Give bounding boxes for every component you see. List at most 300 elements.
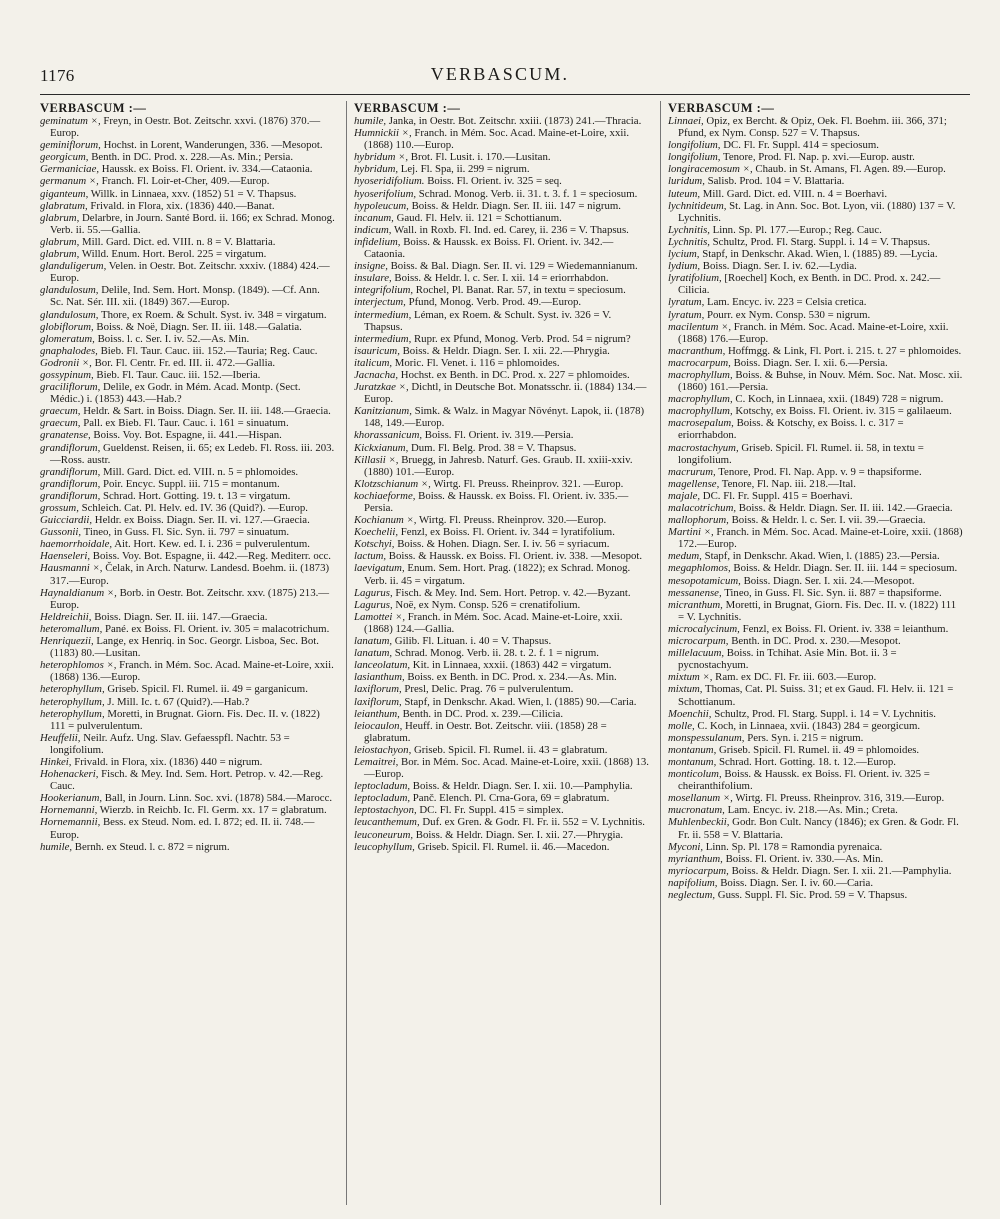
citation: Boiss. l. c. Ser. I. iv. 52.—As. Min. (97, 332, 250, 345)
index-entry (40, 260, 336, 284)
index-entry (354, 671, 650, 683)
index-entry (354, 236, 650, 260)
index-entry (354, 708, 650, 720)
species-name: Lamottei ×, (354, 610, 406, 623)
species-name: Hornemanni, (40, 804, 98, 817)
species-name: messanense, (668, 586, 722, 599)
citation: Mill. Gard. Dict. ed. VIII. n. 5 = phlomoides. (103, 465, 299, 478)
species-name: macrosepalum, (668, 417, 734, 430)
index-entry (668, 466, 964, 478)
citation: Boiss. & Heldr. Diagn. Ser. I. xii. 21.—Pamphylia. (731, 864, 952, 877)
species-name: globiflorum, (40, 320, 94, 333)
species-name: Henriquezii, (40, 635, 94, 648)
index-entry (354, 538, 650, 550)
index-entry (668, 478, 964, 490)
citation: Wall. in Roxb. Fl. Ind. ed. Carey, ii. 236 = V. Thapsus. (394, 223, 629, 236)
citation: Čelak, in Arch. Naturw. Landesd. Boehm. ii. (1873) 317.—Europ. (50, 562, 330, 587)
species-name: napifolium, (668, 876, 718, 889)
citation: Pourr. ex Nym. Consp. 530 = nigrum. (707, 308, 871, 321)
column-2 (354, 101, 650, 853)
species-name: germanum ×, (40, 175, 99, 188)
index-entry (354, 720, 650, 744)
species-name: indicum, (354, 223, 392, 236)
species-name: heteromallum, (40, 622, 103, 635)
citation: Boiss. in Tchihat. Asie Min. Bot. ii. 3 = pycnostachyum. (678, 647, 897, 672)
index-entry (668, 853, 964, 865)
species-name: Klotzschianum ×, (354, 477, 431, 490)
citation: Delile, ex Godr. in Mém. Acad. Montp. (Sect. Médic.) i. (1853) 443.—Hab.? (50, 381, 301, 406)
citation: Franch. in Mém. Soc. Acad. Maine-et-Loire, xxii. (1868) 124.—Gallia. (364, 610, 623, 635)
species-name: myrianthum, (668, 852, 723, 865)
index-entry (40, 369, 336, 381)
species-name: mixtum, (668, 683, 703, 696)
citation: Delarbre, in Journ. Santé Bord. ii. 166; ex Schrad. Monog. Verb. ii. 55.—Gallia. (50, 211, 335, 236)
index-entry (668, 417, 964, 441)
citation: Benth. in DC. Prod. x. 239.—Cilicia. (402, 707, 564, 720)
species-name: geminatum ×, (40, 115, 101, 127)
citation: Schrad. Hort. Gotting. 19. t. 13 = virgatum. (103, 489, 291, 502)
index-entry (40, 163, 336, 175)
species-name: lyratifolium, (668, 272, 722, 285)
species-name: leuconeurum, (354, 828, 414, 841)
index-entry (668, 708, 964, 720)
index-entry (40, 550, 336, 562)
citation: Ram. ex DC. Fl. Fr. iii. 603.—Europ. (715, 671, 877, 684)
species-name: macrocarpum, (668, 356, 731, 369)
index-entry (354, 175, 650, 187)
species-name: mallophorum, (668, 514, 729, 527)
index-entry (40, 732, 336, 756)
species-name: grandiflorum, (40, 477, 101, 490)
index-entry (668, 732, 964, 744)
citation: Rochel, Pl. Banat. Rar. 57, in textu = speciosum. (415, 284, 626, 297)
citation: Chaub. in St. Amans, Fl. Agen. 89.—Europ. (755, 163, 946, 176)
citation: St. Lag. in Ann. Soc. Bot. Lyon, vii. (1880) 137 = V. Lychnitis. (678, 199, 956, 224)
citation: Ball, in Journ. Linn. Soc. xvi. (1878) 584.—Marocc. (104, 792, 333, 805)
species-name: heterophyllum, (40, 695, 105, 708)
citation: Boiss. & Kotschy, ex Boiss. l. c. 317 = eriorrhabdon. (678, 417, 904, 442)
page-number: 1176 (40, 66, 75, 85)
species-name: leiocaulon, (354, 719, 403, 732)
citation: Fisch. & Mey. Ind. Sem. Hort. Petrop. v. 42.—Byzant. (395, 586, 631, 599)
citation: Salisb. Prod. 104 = V. Blattaria. (707, 175, 845, 188)
species-name: intermedium, (354, 332, 412, 345)
species-name: grossum, (40, 502, 79, 514)
index-entry (668, 647, 964, 671)
species-name: macrostachyum, (668, 441, 739, 454)
species-name: Heuffelii, (40, 731, 81, 744)
index-entry (354, 429, 650, 441)
species-name: hybridum ×, (354, 151, 409, 164)
index-entry (668, 550, 964, 562)
citation: Wirtg. Fl. Preuss. Rheinprov. 316, 319.—Europ. (735, 792, 945, 805)
citation: Lange, ex Henriq. in Soc. Georgr. Lisboa, Sec. Bot. (1183) 80.—Lusitan. (50, 635, 319, 660)
index-entry (354, 357, 650, 369)
species-name: Moenchii, (668, 707, 712, 720)
index-entry (40, 538, 336, 550)
running-head: VERBASCUM. (430, 64, 570, 84)
index-entry (40, 841, 336, 853)
citation: Stapf, in Denkschr. Akad. Wien, l. (1885) 89. —Lycia. (702, 248, 938, 261)
index-entry (354, 587, 650, 599)
citation: Fenzl, ex Boiss. Fl. Orient. iv. 338 = leianthum. (742, 622, 949, 635)
citation: Panč. Elench. Pl. Crna-Gora, 69 = glabratum. (412, 792, 610, 805)
index-entry (354, 756, 650, 780)
species-name: medum, (668, 550, 702, 563)
species-name: mixtum ×, (668, 671, 713, 684)
index-entry (354, 841, 650, 853)
species-name: giganteum, (40, 187, 89, 200)
species-name: myriocarpum, (668, 864, 729, 877)
citation: Boiss. & Haussk. ex Boiss. Fl. Orient. iv. 335.—Persia. (364, 489, 629, 514)
species-name: kochiaeforme, (354, 489, 416, 502)
citation: Boiss. Diagn. Ser. II. iii. 147.—Graecia. (94, 610, 268, 623)
species-name: lydium, (668, 260, 701, 273)
citation: Franch. in Mém. Soc. Acad. Maine-et-Loire, xxii. (1868) 176.—Europ. (678, 320, 949, 345)
citation: Tineo, in Guss. Fl. Sic. Syn. ii. 797 = sinuatum. (83, 526, 290, 539)
species-name: insulare, (354, 272, 392, 285)
citation: Noë, ex Nym. Consp. 526 = crenatifolium. (395, 598, 581, 611)
species-name: lycium, (668, 248, 700, 261)
index-entry (668, 865, 964, 877)
citation: Boiss. & Hohen. Diagn. Ser. I. iv. 56 = syriacum. (397, 538, 610, 551)
citation: Stapf, in Denkschr. Akad. Wien, l. (1885) 23.—Persia. (704, 550, 940, 563)
species-name: interjectum, (354, 296, 406, 309)
citation: Linn. Sp. Pl. 178 = Ramondia pyrenaica. (705, 840, 883, 853)
citation: Thore, ex Roem. & Schult. Syst. iv. 348 = virgatum. (101, 308, 327, 321)
species-name: hyoserifolium, (354, 187, 417, 200)
species-name: laxiflorum, (354, 695, 402, 708)
species-name: montanum, (668, 743, 717, 756)
index-entry (40, 587, 336, 611)
index-entry (354, 333, 650, 345)
species-name: Godronii ×, (40, 356, 92, 369)
species-name: grandiflorum, (40, 489, 101, 502)
citation: Schrad. Monog. Verb. ii. 28. t. 2. f. 1 = nigrum. (394, 647, 599, 660)
index-entry (354, 284, 650, 296)
index-entry (40, 236, 336, 248)
citation: Boiss. & Bal. Diagn. Ser. II. vi. 129 = Wiedemannianum. (390, 260, 638, 273)
citation: Schrad. Monog. Verb. ii. 31. t. 3. f. 1 = speciosum. (418, 187, 638, 200)
citation: Bieb. Fl. Taur. Cauc. iii. 152.—Iberia. (96, 368, 261, 381)
species-name: georgicum, (40, 151, 89, 164)
citation: Franch. in Mém. Soc. Acad. Maine-et-Loire, xxii. (1868) 172.—Europ. (678, 526, 963, 551)
citation: Boiss. & Heldr. Diagn. Ser. II. iii. 147 = nigrum. (411, 199, 621, 212)
species-name: Kochianum ×, (354, 514, 417, 527)
species-name: neglectum, (668, 889, 716, 901)
index-entry (40, 696, 336, 708)
index-entry (354, 405, 650, 429)
species-name: Hohenackeri, (40, 768, 99, 781)
citation: Willd. Enum. Hort. Berol. 225 = virgatum. (81, 248, 267, 261)
citation: Boiss. & Haussk. ex Boiss. Fl. Orient. iv. 338. —Mesopot. (388, 550, 643, 563)
index-entry (40, 502, 336, 514)
citation: Heldr. & Sart. in Boiss. Diagn. Ser. II. iii. 148.—Graecia. (83, 405, 331, 418)
index-entry (668, 804, 964, 816)
citation: Moric. Fl. Venet. i. 116 = phlomoides. (394, 356, 560, 369)
index-entry (40, 683, 336, 695)
citation: Heldr. ex Boiss. Diagn. Ser. II. vi. 127.—Graecia. (94, 514, 310, 527)
species-name: longifolium, (668, 139, 721, 152)
species-name: geminiflorum, (40, 139, 101, 152)
citation: Willk. in Linnaea, xxv. (1852) 51 = V. Thapsus. (90, 187, 297, 200)
index-entry (354, 127, 650, 151)
species-name: leptostachyon, (354, 804, 417, 817)
index-entry (40, 708, 336, 732)
citation: Frivald. in Flora, xix. (1836) 440.—Banat. (90, 199, 275, 212)
index-entry (40, 200, 336, 212)
citation: Boiss. & Heldr. Diagn. Ser. I. xii. 22.—Phrygia. (402, 344, 610, 357)
citation: Pers. Syn. i. 215 = nigrum. (747, 731, 864, 744)
citation: Thomas, Cat. Pl. Suiss. 31; et ex Gaud. Fl. Helv. ii. 121 = Schottianum. (678, 683, 954, 708)
genus-heading: VERBASCUM :— (354, 101, 461, 115)
index-entry (40, 514, 336, 526)
species-name: Hookerianum, (40, 792, 103, 805)
citation: Tenore, Fl. Nap. iii. 218.—Ital. (721, 477, 856, 490)
citation: Boiss. Diagn. Ser. I. xii. 24.—Mesopot. (743, 574, 915, 587)
index-entry (40, 562, 336, 586)
citation: Hochst. ex Benth. in DC. Prod. x. 227 = phlomoides. (400, 368, 630, 381)
index-entry (668, 599, 964, 623)
citation: Poir. Encyc. Suppl. iii. 715 = montanum. (103, 477, 280, 490)
index-entry (40, 175, 336, 187)
index-entry (668, 200, 964, 224)
index-entry (354, 200, 650, 212)
citation: Bor. Fl. Centr. Fr. ed. III. ii. 472.—Gallia. (94, 356, 276, 369)
citation: Schleich. Cat. Pl. Helv. ed. IV. 36 (Quid?). —Europ. (81, 502, 309, 514)
species-name: hyoseridifolium. (354, 175, 425, 188)
index-entry (668, 768, 964, 792)
citation: Franch. in Mém. Soc. Acad. Maine-et-Loire, xxii. (1868) 136.—Europ. (50, 659, 334, 684)
index-entry (668, 248, 964, 260)
species-name: glomeratum, (40, 332, 95, 345)
index-entry (668, 405, 964, 417)
citation: Benth. in DC. Prod. x. 228.—As. Min.; Persia. (91, 151, 294, 164)
index-entry (354, 562, 650, 586)
species-name: megaphlomos, (668, 562, 731, 575)
species-name: Lemaitrei, (354, 755, 399, 768)
index-entry (668, 587, 964, 599)
citation: Bor. in Mém. Soc. Acad. Maine-et-Loire, xxii. (1868) 13.—Europ. (364, 755, 649, 781)
species-name: Martini ×, (668, 526, 714, 539)
index-entry (354, 744, 650, 756)
index-entry (40, 284, 336, 308)
index-entry (354, 188, 650, 200)
citation: Wirtg. Fl. Preuss. Rheinprov. 321. —Europ. (433, 477, 624, 490)
citation: Borb. in Oestr. Bot. Zeitschr. xxv. (1875) 213.—Europ. (50, 586, 330, 611)
species-name: glabrum, (40, 235, 80, 248)
citation: Boiss. ex Benth. in DC. Prod. x. 234.—As. Min. (407, 671, 617, 684)
citation: Freyn, in Oestr. Bot. Zeitschr. xxvi. (1876) 370.—Europ. (50, 115, 321, 140)
index-entry (668, 139, 964, 151)
citation: Opiz, ex Bercht. & Opiz, Oek. Fl. Boehm. iii. 366, 371; Pfund, ex Nym. Consp. 527 = V. Thapsus. (678, 115, 947, 140)
index-entry (354, 611, 650, 635)
citation: Kit. in Linnaea, xxxii. (1863) 442 = virgatum. (412, 659, 612, 672)
citation: Tenore, Prod. Fl. Nap. App. v. 9 = thapsiforme. (718, 465, 922, 478)
citation: Boiss. & Heldr. l. c. Ser. I. xii. 14 = eriorrhabdon. (394, 272, 609, 285)
citation: Wierzb. in Reichb. Ic. Fl. Germ. xx. 17 = glabratum. (99, 804, 327, 817)
species-name: leptocladum, (354, 780, 411, 793)
index-entry (40, 381, 336, 405)
index-entry (40, 188, 336, 200)
species-name: longifolium, (668, 151, 721, 164)
citation: Heuff. in Oestr. Bot. Zeitschr. viii. (1858) 28 = glabratum. (364, 719, 607, 744)
citation: Enum. Sem. Hort. Prag. (1822); ex Schrad. Monog. Verb. ii. 45 = virgatum. (364, 562, 631, 587)
species-name: montanum, (668, 755, 717, 768)
species-name: macrurum, (668, 465, 716, 478)
species-name: luridum, (668, 175, 705, 188)
citation: Dum. Fl. Belg. Prod. 38 = V. Thapsus. (410, 441, 577, 454)
species-name: heterophlomos ×, (40, 659, 117, 672)
species-name: Humnickii ×, (354, 127, 412, 140)
species-name: gossypinum, (40, 368, 94, 381)
index-entry (40, 635, 336, 659)
index-entry (668, 188, 964, 200)
species-name: Gussonii, (40, 526, 82, 539)
index-entry (40, 792, 336, 804)
column-3 (668, 101, 964, 901)
citation: Bieb. Fl. Taur. Cauc. iii. 152.—Tauria; Reg. Cauc. (100, 344, 318, 357)
citation: DC. Fl. Fr. Suppl. 415 = Boerhavi. (702, 489, 853, 502)
species-name: graecum, (40, 405, 81, 418)
citation: Wirtg. Fl. Preuss. Rheinprov. 320.—Europ. (418, 514, 607, 527)
index-entry (354, 212, 650, 224)
citation: Frivald. in Flora, xix. (1836) 440 = nigrum. (74, 755, 263, 768)
index-entry (668, 272, 964, 296)
species-name: lactum, (354, 550, 387, 563)
species-name: lyratum, (668, 308, 705, 321)
index-entry (354, 804, 650, 816)
species-name: leianthum, (354, 707, 400, 720)
index-entry (40, 248, 336, 260)
species-name: Kanitzianum, (354, 405, 412, 418)
species-name: laxiflorum, (354, 683, 402, 696)
index-entry (40, 466, 336, 478)
citation: J. Mill. Ic. t. 67 (Quid?).—Hab.? (107, 695, 250, 708)
species-name: millelacuum, (668, 647, 725, 660)
citation: Boiss. Fl. Orient. iv. 319.—Persia. (424, 429, 574, 442)
index-entry (668, 393, 964, 405)
index-entry (668, 442, 964, 466)
species-name: granatense, (40, 429, 91, 442)
citation: Boiss. Voy. Bot. Espagne, ii. 442.—Reg. Mediterr. occ. (92, 550, 331, 563)
species-name: heterophyllum, (40, 683, 105, 696)
index-entry (40, 659, 336, 683)
species-name: hypoleucum, (354, 199, 409, 212)
index-entry (354, 659, 650, 671)
citation: Boiss. Fl. Orient. iv. 325 = seq. (427, 175, 562, 188)
citation: Lej. Fl. Spa, ii. 299 = nigrum. (400, 163, 530, 176)
index-entry (40, 429, 336, 441)
species-name: Jacnacha, (354, 368, 399, 381)
citation: Pall. ex Bieb. Fl. Taur. Cauc. i. 161 = sinuatum. (83, 417, 289, 430)
index-entry (354, 272, 650, 284)
species-name: khorassanicum, (354, 429, 423, 442)
species-name: lychnitideum, (668, 199, 727, 212)
citation: [Roechel] Koch, ex Benth. in DC. Prod. x. 242.—Cilicia. (678, 272, 941, 297)
citation: Fisch. & Mey. Ind. Sem. Hort. Petrop. v. 42.—Reg. Cauc. (50, 768, 324, 793)
genus-heading: VERBASCUM :— (668, 101, 775, 115)
species-name: grandiflorum, (40, 465, 101, 478)
species-name: macrophyllum, (668, 405, 733, 418)
species-name: Germaniciae, (40, 163, 100, 176)
index-entry (354, 647, 650, 659)
citation: Boiss. Diagn. Ser. I. iv. 62.—Lydia. (702, 260, 857, 273)
species-name: micranthum, (668, 598, 723, 611)
citation: Mill. Gard. Dict. ed. VIII. n. 8 = V. Blattaria. (82, 235, 276, 248)
citation: Linn. Sp. Pl. 177.—Europ.; Reg. Cauc. (712, 223, 882, 236)
index-entry (354, 599, 650, 611)
species-name: Muhlenbeckii, (668, 816, 730, 829)
species-name: Kickxianum, (354, 441, 409, 454)
species-name: Guicciardii, (40, 514, 93, 527)
citation: Franch. in Mém. Soc. Acad. Maine-et-Loire, xxii. (1868) 110.—Europ. (364, 127, 630, 152)
citation: Simk. & Walz. in Magyar Növényt. Lapok, ii. (1878) 148, 149.—Europ. (364, 405, 645, 430)
index-entry (668, 151, 964, 163)
index-entry (668, 357, 964, 369)
index-entry (668, 490, 964, 502)
index-entry (40, 816, 336, 840)
index-entry (668, 224, 964, 236)
citation: Pané. ex Boiss. Fl. Orient. iv. 305 = malacotrichum. (104, 622, 330, 635)
species-name: lanatum, (354, 647, 393, 660)
index-entry (40, 115, 336, 139)
index-entry (354, 526, 650, 538)
species-name: grandiflorum, (40, 441, 101, 454)
citation: Léman, ex Roem. & Schult. Syst. iv. 326 = V. Thapsus. (364, 308, 612, 333)
species-name: haemorrhoidale, (40, 538, 113, 551)
citation: Duf. ex Gren. & Godr. Fl. Fr. ii. 552 = V. Lychnitis. (422, 816, 645, 829)
index-entry (354, 550, 650, 562)
species-name: Myconi, (668, 840, 704, 853)
species-name: laevigatum, (354, 562, 405, 575)
index-entry (668, 877, 964, 889)
index-entry (354, 115, 650, 127)
index-entry (354, 635, 650, 647)
species-name: magellense, (668, 477, 720, 490)
citation: Boiss. & Heldr. Diagn. Ser. I. xii. 27.—Phrygia. (415, 828, 624, 841)
citation: Lam. Encyc. iv. 218.—As. Min.; Creta. (727, 804, 898, 817)
index-entry (354, 683, 650, 695)
citation: Kotschy, ex Boiss. Fl. Orient. iv. 315 = galilaeum. (735, 405, 952, 418)
species-name: Hinkei, (40, 755, 72, 768)
species-name: glabratum, (40, 199, 88, 212)
species-name: leucanthemum, (354, 816, 420, 829)
citation: Hoffmgg. & Link, Fl. Port. i. 215. t. 27 = phlomoides. (727, 344, 962, 357)
citation: Boiss. & Haussk. ex Boiss. Fl. Orient. iv. 325 = cheiranthifolium. (678, 768, 930, 793)
species-name: graciliflorum, (40, 381, 101, 394)
index-entry (354, 369, 650, 381)
species-name: Lagurus, (354, 598, 393, 611)
index-entry (40, 357, 336, 369)
index-entry (668, 260, 964, 272)
citation: Schultz, Prod. Fl. Starg. Suppl. i. 14 = V. Lychnitis. (714, 707, 936, 720)
index-entry (668, 236, 964, 248)
species-name: Lagurus, (354, 586, 393, 599)
index-entry (40, 490, 336, 502)
species-name: insigne, (354, 260, 388, 273)
citation: Gaud. Fl. Helv. ii. 121 = Schottianum. (396, 211, 562, 224)
citation: C. Koch, in Linnaea, xxii. (1849) 728 = nigrum. (735, 393, 944, 406)
index-entry (40, 442, 336, 466)
index-entry (354, 514, 650, 526)
species-name: glanduligerum, (40, 260, 107, 273)
citation: Benth. in DC. Prod. x. 230.—Mesopot. (731, 635, 901, 648)
species-name: mesopotamicum, (668, 574, 741, 587)
index-entry (354, 490, 650, 514)
index-entry (668, 309, 964, 321)
citation: Griseb. Spicil. Fl. Rumel. ii. 46.—Macedon. (417, 840, 610, 853)
